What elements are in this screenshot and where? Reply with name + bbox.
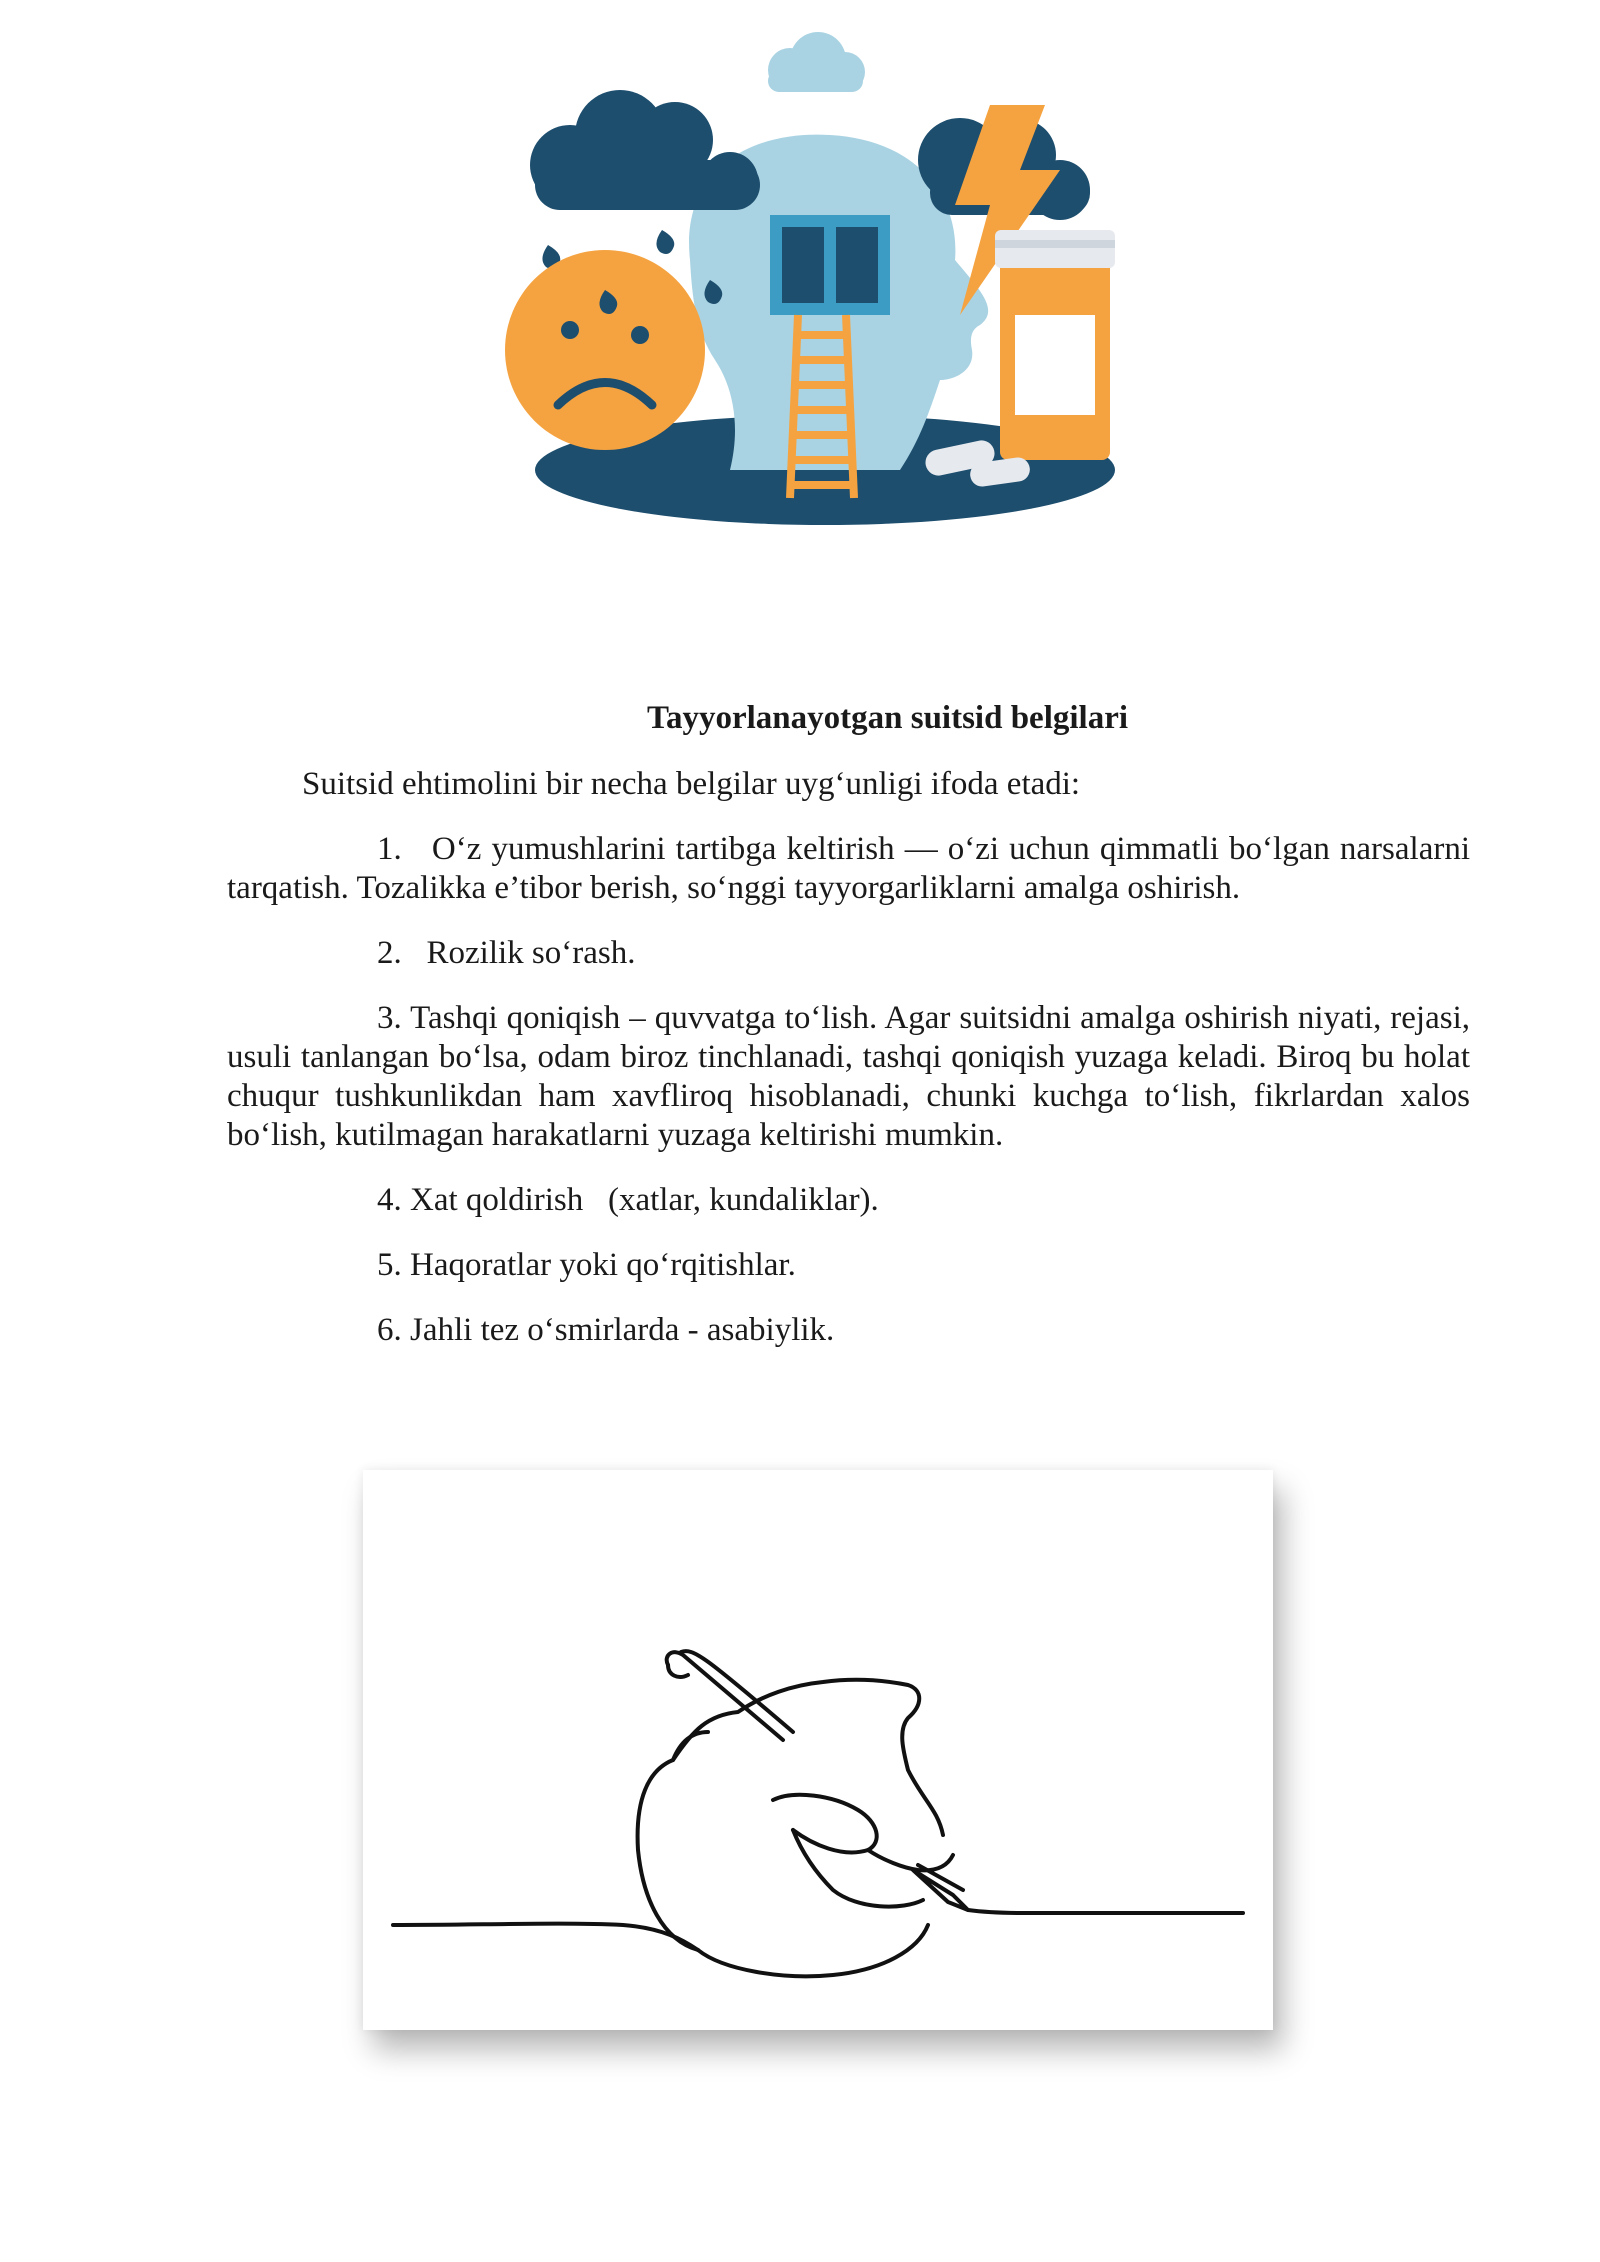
item-number: 1.	[377, 831, 402, 867]
item-text: O‘z yumushlarini tartibga keltirish — o‘zi uchun qimmatli bo‘lgan narsalarni tarqatish. Tozalikka e’tibor berish, so‘nggi tayyorgarliklarni amalga oshirish.	[227, 831, 1470, 906]
item-number: 4.	[377, 1182, 402, 1218]
list-item	[227, 934, 1470, 973]
list-item	[227, 1181, 1470, 1220]
list-item	[227, 999, 1470, 1155]
hand-writing-image	[363, 1470, 1273, 2030]
item-number: 2.	[377, 935, 402, 971]
intro-paragraph: Suitsid ehtimolini bir necha belgilar uyg‘unligi ifoda etadi:	[302, 766, 1081, 802]
item-text: Haqoratlar yoki qo‘rqitishlar.	[410, 1247, 796, 1283]
item-text: Tashqi qoniqish – quvvatga to‘lish. Agar suitsidni amalga oshirish niyati, rejasi, usuli tanlangan bo‘lsa, odam biroz tinchlanadi, tashqi qoniqish yuzaga keladi. Biroq bu holat chuqur tushkunlikdan ham xavfliroq hisoblanadi, chunki kuchga to‘lish, fikrlardan xalos bo‘lish, kutilmagan harakatlarni yuzaga keltirishi mumkin.	[227, 1000, 1471, 1153]
item-number: 6.	[377, 1312, 402, 1348]
item-text: Xat qoldirish (xatlar, kundaliklar).	[410, 1182, 879, 1218]
item-text: Jahli tez o‘smirlarda - asabiylik.	[410, 1312, 835, 1348]
item-number: 5.	[377, 1247, 402, 1283]
hand-writing-icon	[393, 1651, 1243, 1976]
document-body	[227, 765, 1470, 1376]
item-text: Rozilik so‘rash.	[426, 935, 636, 971]
list-item	[227, 1246, 1470, 1285]
pill-bottle-icon	[995, 230, 1115, 460]
depressed-head-illustration	[500, 30, 1140, 550]
small-cloud-icon	[768, 32, 865, 92]
sad-face-icon	[505, 250, 705, 450]
rain-cloud-icon	[530, 90, 760, 210]
item-number: 3.	[377, 1000, 402, 1036]
list-item	[227, 830, 1470, 908]
window-icon	[770, 215, 890, 315]
list-item	[227, 1311, 1470, 1350]
page-title: Tayyorlanayotgan suitsid belgilari	[646, 700, 1129, 736]
